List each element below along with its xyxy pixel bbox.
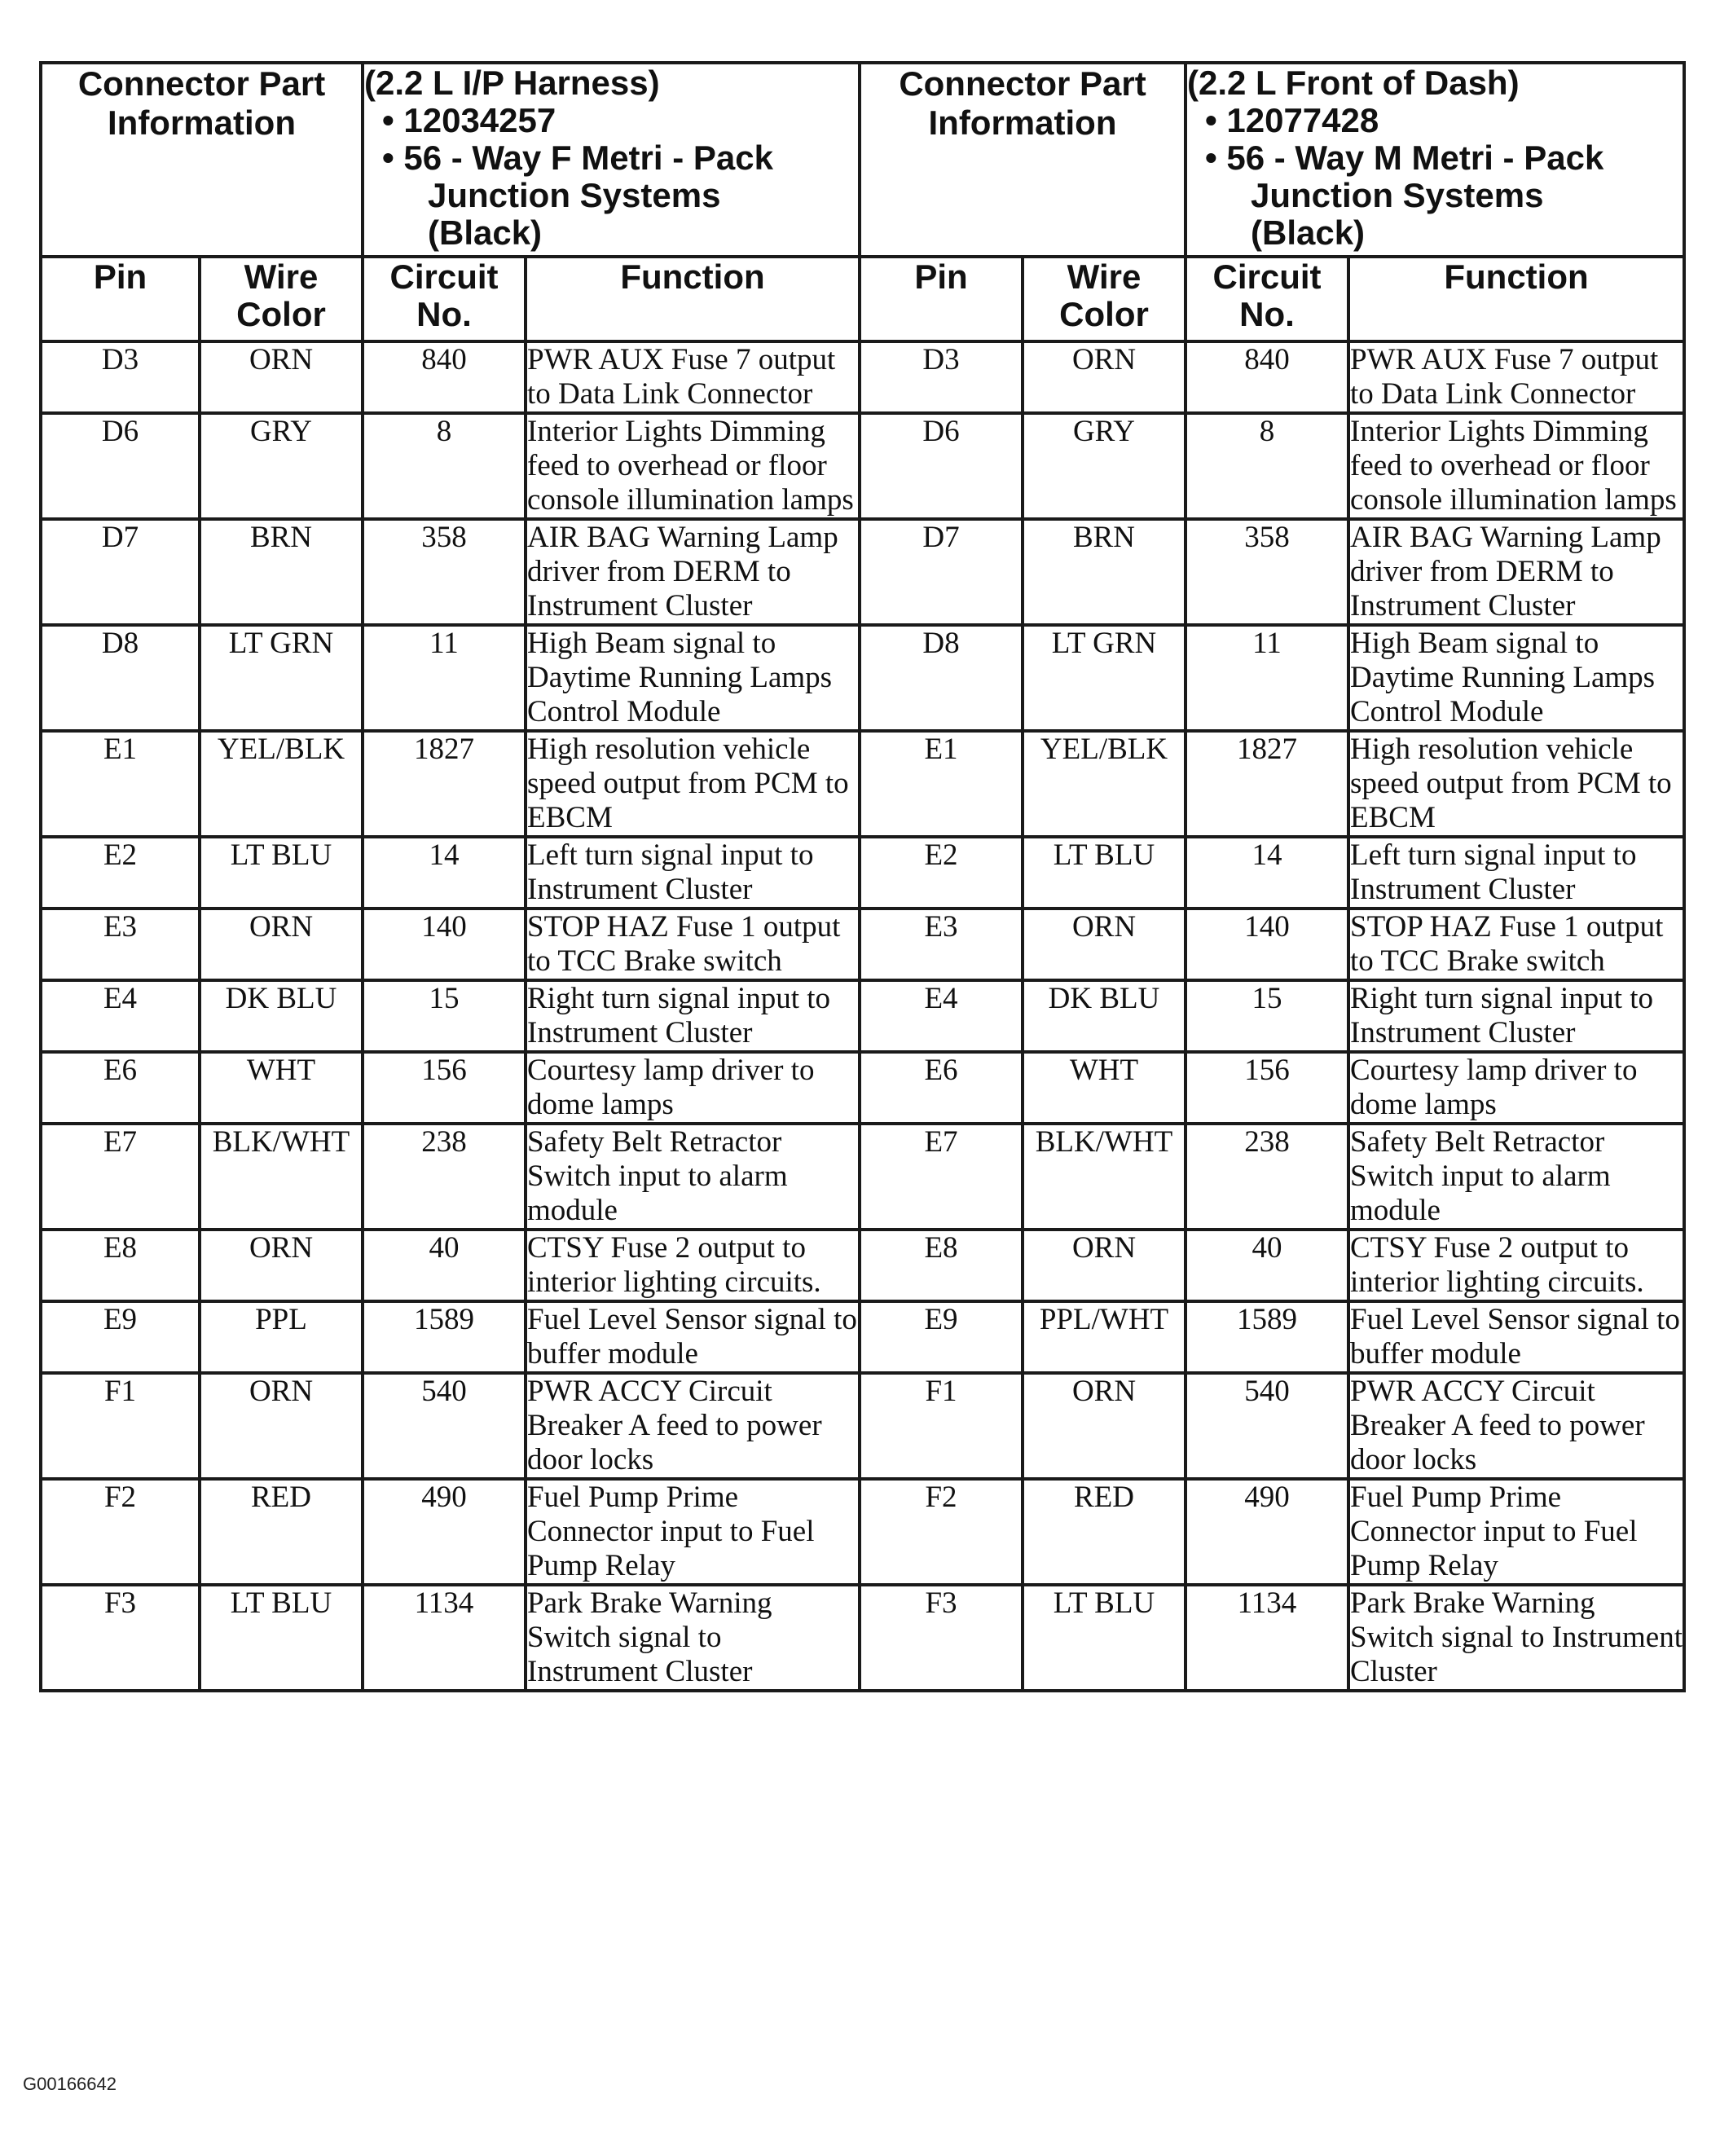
left-part-number: • 12034257 (382, 101, 556, 139)
table-row (41, 1479, 1684, 1585)
right-connector-info (1186, 63, 1684, 257)
left-pin-cell: D7 (41, 519, 200, 625)
right-wire-color-cell: YEL/BLK (1023, 731, 1186, 837)
left-function-cell: High resolution vehicle speed output from PCM to EBCM (526, 731, 860, 837)
right-function-cell: Interior Lights Dimming feed to overhead or floor console illumination lamps (1348, 413, 1684, 519)
col-pin: Pin (860, 257, 1023, 341)
left-wire-color-cell: LT BLU (200, 1585, 363, 1691)
right-function-cell: STOP HAZ Fuse 1 output to TCC Brake switch (1348, 909, 1684, 980)
left-wire-color-cell: BRN (200, 519, 363, 625)
right-circuit-no-cell: 156 (1186, 1052, 1348, 1124)
left-circuit-no-cell: 490 (363, 1479, 526, 1585)
left-wire-color-cell: LT GRN (200, 625, 363, 731)
left-pin-cell: E3 (41, 909, 200, 980)
left-function-cell: Safety Belt Retractor Switch input to alarm module (526, 1124, 860, 1230)
right-connector-type-cont: Junction Systems (1251, 176, 1544, 214)
right-circuit-no-cell: 540 (1186, 1373, 1348, 1479)
left-connector-type: • 56 - Way F Metri - Pack (382, 139, 773, 177)
right-circuit-no-cell: 840 (1186, 341, 1348, 413)
left-circuit-no-cell: 14 (363, 837, 526, 909)
right-circuit-no-cell: 358 (1186, 519, 1348, 625)
right-circuit-no-cell: 14 (1186, 837, 1348, 909)
table-row (41, 1301, 1684, 1373)
col-wire-color: Wire Color (1023, 257, 1186, 341)
right-circuit-no-cell: 490 (1186, 1479, 1348, 1585)
right-wire-color-cell: ORN (1023, 341, 1186, 413)
right-pin-cell: E4 (860, 980, 1023, 1052)
col-wire-color: Wire Color (200, 257, 363, 341)
left-pin-cell: E4 (41, 980, 200, 1052)
right-wire-color-cell: LT GRN (1023, 625, 1186, 731)
left-connector-label: Connector Part Information (41, 63, 363, 257)
left-circuit-no-cell: 358 (363, 519, 526, 625)
left-circuit-no-cell: 238 (363, 1124, 526, 1230)
table-row (41, 341, 1684, 413)
right-pin-cell: E7 (860, 1124, 1023, 1230)
right-pin-cell: D7 (860, 519, 1023, 625)
right-function-cell: Fuel Level Sensor signal to buffer module (1348, 1301, 1684, 1373)
left-wire-color-cell: DK BLU (200, 980, 363, 1052)
left-wire-color-cell: WHT (200, 1052, 363, 1124)
left-wire-color-cell: LT BLU (200, 837, 363, 909)
connector-table (39, 61, 1686, 1692)
right-function-cell: Right turn signal input to Instrument Cluster (1348, 980, 1684, 1052)
right-connector-color: (Black) (1251, 213, 1366, 252)
right-pin-cell: F1 (860, 1373, 1023, 1479)
left-pin-cell: E1 (41, 731, 200, 837)
left-function-cell: Fuel Pump Prime Connector input to Fuel Pump Relay (526, 1479, 860, 1585)
right-circuit-no-cell: 15 (1186, 980, 1348, 1052)
right-function-cell: Park Brake Warning Switch signal to Instrument Cluster (1348, 1585, 1684, 1691)
right-function-cell: High resolution vehicle speed output from PCM to EBCM (1348, 731, 1684, 837)
col-pin: Pin (41, 257, 200, 341)
table-row (41, 625, 1684, 731)
right-wire-color-cell: GRY (1023, 413, 1186, 519)
left-circuit-no-cell: 40 (363, 1230, 526, 1301)
left-connector-color: (Black) (428, 213, 543, 252)
right-wire-color-cell: ORN (1023, 1373, 1186, 1479)
right-harness-title: (2.2 L Front of Dash) (1187, 64, 1520, 102)
right-function-cell: Left turn signal input to Instrument Cluster (1348, 837, 1684, 909)
right-wire-color-cell: ORN (1023, 909, 1186, 980)
left-wire-color-cell: YEL/BLK (200, 731, 363, 837)
left-pin-cell: E9 (41, 1301, 200, 1373)
right-function-cell: CTSY Fuse 2 output to interior lighting circuits. (1348, 1230, 1684, 1301)
left-function-cell: Courtesy lamp driver to dome lamps (526, 1052, 860, 1124)
right-circuit-no-cell: 238 (1186, 1124, 1348, 1230)
table-row (41, 731, 1684, 837)
left-wire-color-cell: BLK/WHT (200, 1124, 363, 1230)
left-circuit-no-cell: 840 (363, 341, 526, 413)
table-row (41, 909, 1684, 980)
right-function-cell: PWR AUX Fuse 7 output to Data Link Connector (1348, 341, 1684, 413)
left-pin-cell: F3 (41, 1585, 200, 1691)
col-function: Function (526, 257, 860, 341)
table-row (41, 837, 1684, 909)
left-connector-info (363, 63, 860, 257)
col-circuit-no: Circuit No. (1186, 257, 1348, 341)
left-wire-color-cell: ORN (200, 1230, 363, 1301)
right-function-cell: PWR ACCY Circuit Breaker A feed to power door locks (1348, 1373, 1684, 1479)
col-function: Function (1348, 257, 1684, 341)
left-wire-color-cell: ORN (200, 909, 363, 980)
right-pin-cell: F3 (860, 1585, 1023, 1691)
right-wire-color-cell: ORN (1023, 1230, 1186, 1301)
right-pin-cell: E2 (860, 837, 1023, 909)
left-circuit-no-cell: 1827 (363, 731, 526, 837)
left-function-cell: AIR BAG Warning Lamp driver from DERM to Instrument Cluster (526, 519, 860, 625)
right-pin-cell: E1 (860, 731, 1023, 837)
left-wire-color-cell: ORN (200, 1373, 363, 1479)
figure-id: G00166642 (23, 2074, 117, 2094)
table-row (41, 1373, 1684, 1479)
left-harness-title: (2.2 L I/P Harness) (364, 64, 660, 102)
left-circuit-no-cell: 15 (363, 980, 526, 1052)
table-row (41, 413, 1684, 519)
right-function-cell: Courtesy lamp driver to dome lamps (1348, 1052, 1684, 1124)
right-circuit-no-cell: 1134 (1186, 1585, 1348, 1691)
left-pin-cell: D6 (41, 413, 200, 519)
right-circuit-no-cell: 8 (1186, 413, 1348, 519)
left-pin-cell: D3 (41, 341, 200, 413)
table-row (41, 1230, 1684, 1301)
left-function-cell: High Beam signal to Daytime Running Lamps Control Module (526, 625, 860, 731)
right-wire-color-cell: WHT (1023, 1052, 1186, 1124)
left-circuit-no-cell: 1589 (363, 1301, 526, 1373)
left-pin-cell: F1 (41, 1373, 200, 1479)
left-function-cell: Right turn signal input to Instrument Cluster (526, 980, 860, 1052)
left-wire-color-cell: PPL (200, 1301, 363, 1373)
column-header-row (41, 257, 1684, 341)
right-pin-cell: E3 (860, 909, 1023, 980)
right-wire-color-cell: PPL/WHT (1023, 1301, 1186, 1373)
left-circuit-no-cell: 540 (363, 1373, 526, 1479)
left-circuit-no-cell: 156 (363, 1052, 526, 1124)
left-function-cell: Interior Lights Dimming feed to overhead or floor console illumination lamps (526, 413, 860, 519)
left-wire-color-cell: ORN (200, 341, 363, 413)
left-pin-cell: D8 (41, 625, 200, 731)
right-circuit-no-cell: 1827 (1186, 731, 1348, 837)
left-pin-cell: E6 (41, 1052, 200, 1124)
left-wire-color-cell: RED (200, 1479, 363, 1585)
right-wire-color-cell: BRN (1023, 519, 1186, 625)
left-function-cell: PWR AUX Fuse 7 output to Data Link Connector (526, 341, 860, 413)
right-circuit-no-cell: 1589 (1186, 1301, 1348, 1373)
right-circuit-no-cell: 11 (1186, 625, 1348, 731)
right-function-cell: Fuel Pump Prime Connector input to Fuel Pump Relay (1348, 1479, 1684, 1585)
left-pin-cell: E8 (41, 1230, 200, 1301)
left-pin-cell: F2 (41, 1479, 200, 1585)
right-function-cell: High Beam signal to Daytime Running Lamps Control Module (1348, 625, 1684, 731)
table-row (41, 1585, 1684, 1691)
left-circuit-no-cell: 11 (363, 625, 526, 731)
left-wire-color-cell: GRY (200, 413, 363, 519)
right-pin-cell: E9 (860, 1301, 1023, 1373)
left-function-cell: Park Brake Warning Switch signal to Instrument Cluster (526, 1585, 860, 1691)
right-circuit-no-cell: 40 (1186, 1230, 1348, 1301)
col-circuit-no: Circuit No. (363, 257, 526, 341)
left-function-cell: Left turn signal input to Instrument Cluster (526, 837, 860, 909)
left-function-cell: Fuel Level Sensor signal to buffer module (526, 1301, 860, 1373)
table-row (41, 1124, 1684, 1230)
left-connector-type-cont: Junction Systems (428, 176, 721, 214)
right-wire-color-cell: BLK/WHT (1023, 1124, 1186, 1230)
connector-info-row (41, 63, 1684, 257)
left-function-cell: STOP HAZ Fuse 1 output to TCC Brake switch (526, 909, 860, 980)
right-part-number: • 12077428 (1205, 101, 1379, 139)
table-row (41, 1052, 1684, 1124)
right-function-cell: AIR BAG Warning Lamp driver from DERM to Instrument Cluster (1348, 519, 1684, 625)
left-function-cell: CTSY Fuse 2 output to interior lighting circuits. (526, 1230, 860, 1301)
right-circuit-no-cell: 140 (1186, 909, 1348, 980)
right-pin-cell: D6 (860, 413, 1023, 519)
left-pin-cell: E7 (41, 1124, 200, 1230)
left-circuit-no-cell: 140 (363, 909, 526, 980)
right-pin-cell: F2 (860, 1479, 1023, 1585)
table-row (41, 519, 1684, 625)
right-wire-color-cell: LT BLU (1023, 837, 1186, 909)
table-row (41, 980, 1684, 1052)
right-function-cell: Safety Belt Retractor Switch input to alarm module (1348, 1124, 1684, 1230)
right-wire-color-cell: DK BLU (1023, 980, 1186, 1052)
right-wire-color-cell: RED (1023, 1479, 1186, 1585)
left-circuit-no-cell: 8 (363, 413, 526, 519)
right-pin-cell: E8 (860, 1230, 1023, 1301)
right-pin-cell: E6 (860, 1052, 1023, 1124)
right-pin-cell: D3 (860, 341, 1023, 413)
right-pin-cell: D8 (860, 625, 1023, 731)
left-pin-cell: E2 (41, 837, 200, 909)
left-function-cell: PWR ACCY Circuit Breaker A feed to power door locks (526, 1373, 860, 1479)
right-connector-label: Connector Part Information (860, 63, 1186, 257)
right-connector-type: • 56 - Way M Metri - Pack (1205, 139, 1604, 177)
right-wire-color-cell: LT BLU (1023, 1585, 1186, 1691)
left-circuit-no-cell: 1134 (363, 1585, 526, 1691)
